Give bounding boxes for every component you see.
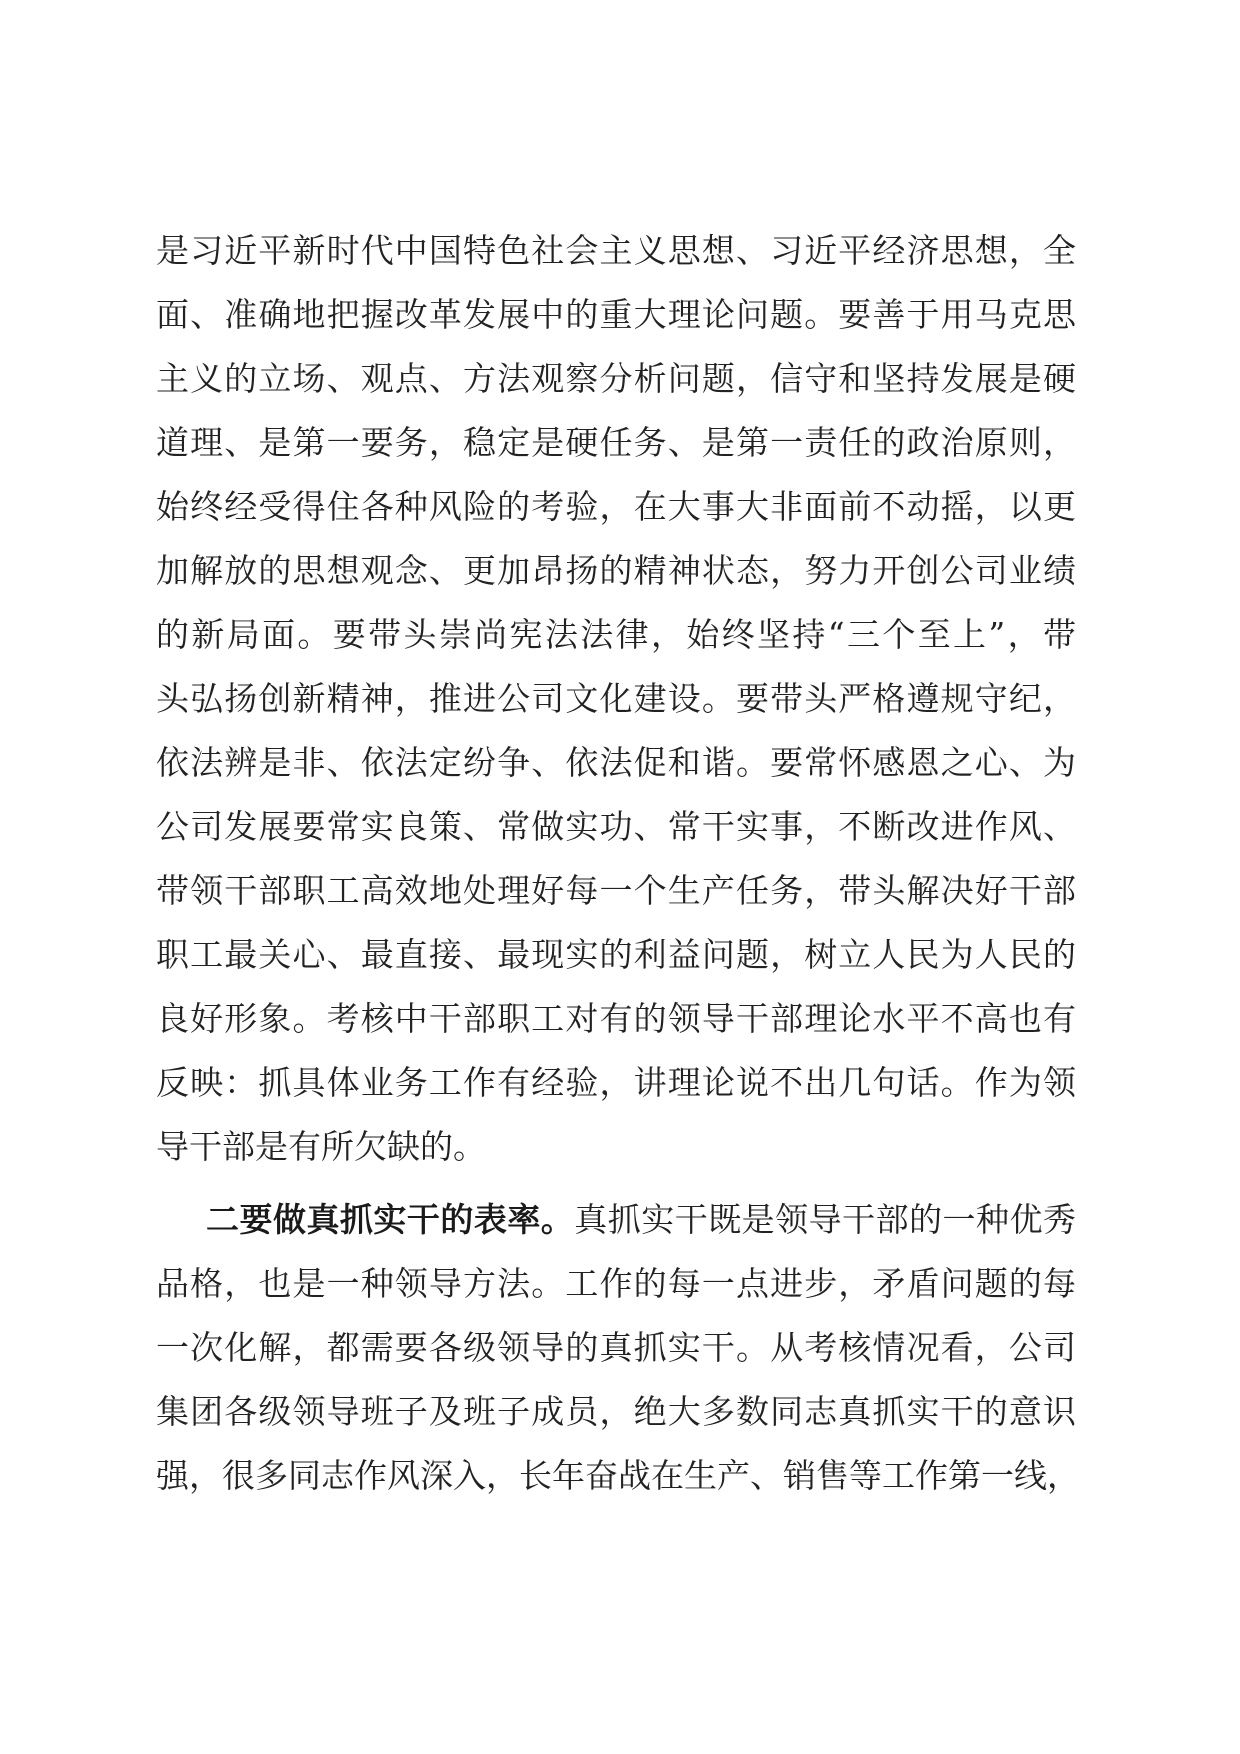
text-line: 反映：抓具体业务工作有经验，讲理论说不出几句话。作为领 [156, 1063, 1076, 1102]
text-line: 集团各级领导班子及班子成员，绝大多数同志真抓实干的意识 [156, 1392, 1076, 1431]
document-body [156, 219, 1080, 1508]
text-line: 加解放的思想观念、更加昂扬的精神状态，努力开创公司业绩 [156, 551, 1076, 590]
text-line: 一次化解，都需要各级领导的真抓实干。从考核情况看，公司 [156, 1328, 1076, 1367]
text-line: 依法辨是非、依法定纷争、依法促和谐。要常怀感恩之心、为 [156, 743, 1076, 782]
text-line: 公司发展要常实良策、常做实功、常干实事，不断改进作风、 [156, 807, 1076, 846]
text-line: 是习近平新时代中国特色社会主义思想、习近平经济思想，全 [156, 231, 1076, 270]
text-line: 良好形象。考核中干部职工对有的领导干部理论水平不高也有 [156, 999, 1076, 1038]
text-line: 头弘扬创新精神，推进公司文化建设。要带头严格遵规守纪， [156, 679, 1076, 718]
text-line: 主义的立场、观点、方法观察分析问题，信守和坚持发展是硬 [156, 359, 1076, 398]
paragraph-2-first-line [156, 1188, 1076, 1252]
text-line: 的新局面。要带头崇尚宪法法律，始终坚持“三个至上”，带 [156, 615, 1076, 654]
paragraph-spacing [156, 1179, 1076, 1188]
text-line: 始终经受得住各种风险的考验，在大事大非面前不动摇，以更 [156, 487, 1076, 526]
text-line: 强，很多同志作风深入，长年奋战在生产、销售等工作第一线， [156, 1456, 1080, 1495]
text-line: 道理、是第一要务，稳定是硬任务、是第一责任的政治原则， [156, 423, 1076, 462]
text-line: 带领干部职工高效地处理好每一个生产任务，带头解决好干部 [156, 871, 1076, 910]
text-line: 品格，也是一种领导方法。工作的每一点进步，矛盾问题的每 [156, 1264, 1076, 1303]
text-line: 导干部是有所欠缺的。 [156, 1127, 486, 1166]
text-run: 真抓实干既是领导干部的一种优秀 [574, 1200, 1077, 1239]
paragraph-1 [156, 219, 1076, 1179]
text-line: 职工最关心、最直接、最现实的利益问题，树立人民为人民的 [156, 935, 1076, 974]
section-heading: 二要做真抓实干的表率。 [206, 1200, 575, 1239]
paragraph-2 [156, 1188, 1080, 1508]
text-line: 面、准确地把握改革发展中的重大理论问题。要善于用马克思 [156, 295, 1076, 334]
